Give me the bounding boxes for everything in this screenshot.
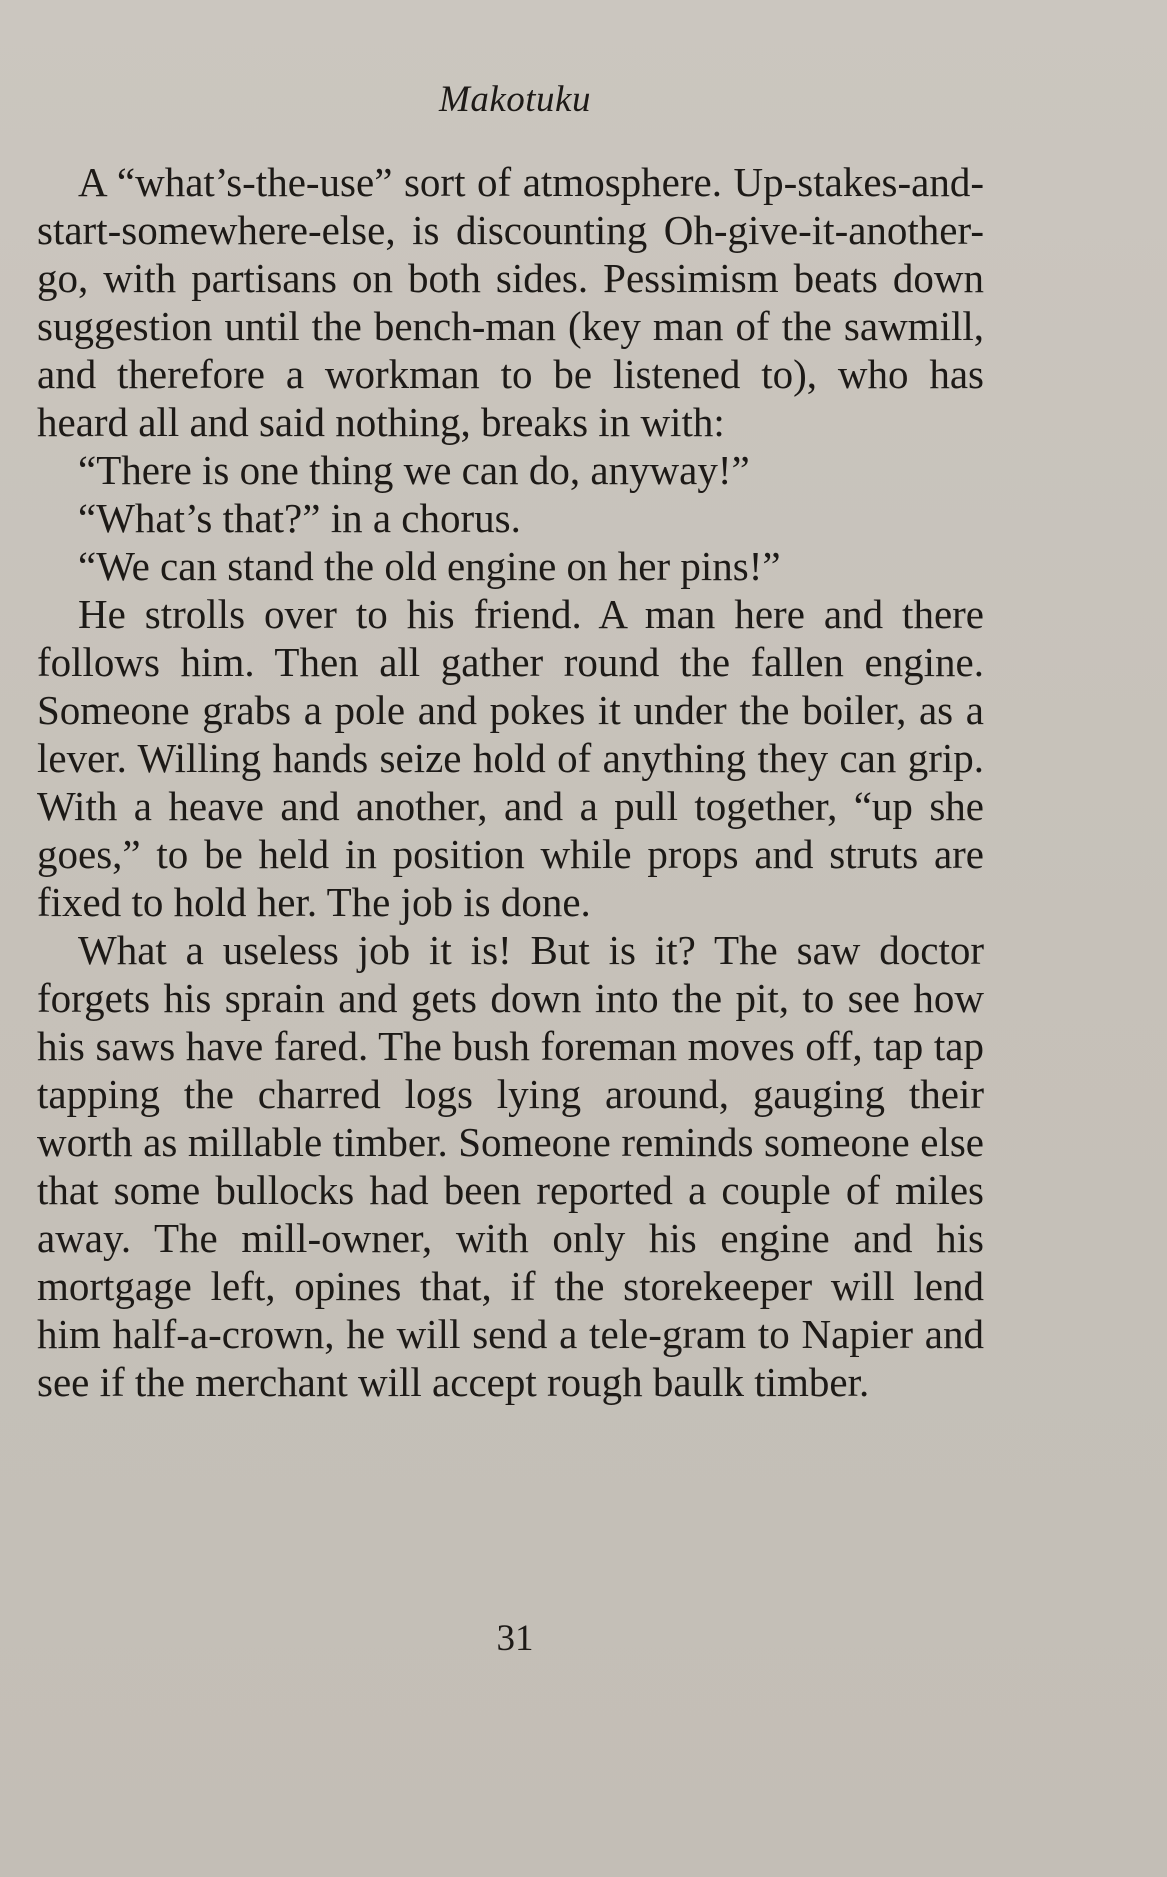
paragraph-atmosphere: A “what’s-the-use” sort of atmosphere. Up-stakes-and-start-somewhere-else, is discounting Oh-give-it-another-go, with partisans on both sides. Pessimism beats down suggestion until the bench-man (key man of the sawmill, and therefore a workman to be listened to), who has heard all and said nothing, breaks in with: (37, 159, 984, 445)
paragraph-useless-job: What a useless job it is! But is it? The saw doctor forgets his sprain and gets down into the pit, to see how his saws have fared. The bush foreman moves off, tap tap tapping the charred logs lying around, gauging their worth as millable timber. Someone reminds someone else that some bullocks had been reported a couple of miles away. The mill-owner, with only his engine and his mortgage left, opines that, if the storekeeper will lend him half-a-crown, he will send a tele-gram to Napier and see if the merchant will accept rough baulk timber. (37, 927, 984, 1405)
paragraph-one-thing: “There is one thing we can do, anyway!” (78, 447, 750, 493)
paragraph-stand-engine: “We can stand the old engine on her pins!” (78, 543, 781, 589)
paragraph-strolls-over: He strolls over to his friend. A man here and there follows him. Then all gather round the fallen engine. Someone grabs a pole and pokes it under the boiler, as a lever. Willing hands seize hold of anything they can grip. With a heave and another, and a pull together, “up she goes,” to be held in position while props and struts are fixed to hold her. The job is done. (37, 591, 984, 925)
running-head: Makotuku (439, 79, 591, 120)
page-number: 31 (496, 1618, 534, 1659)
body-text (37, 158, 984, 1406)
paragraph-chorus: “What’s that?” in a chorus. (78, 495, 521, 541)
